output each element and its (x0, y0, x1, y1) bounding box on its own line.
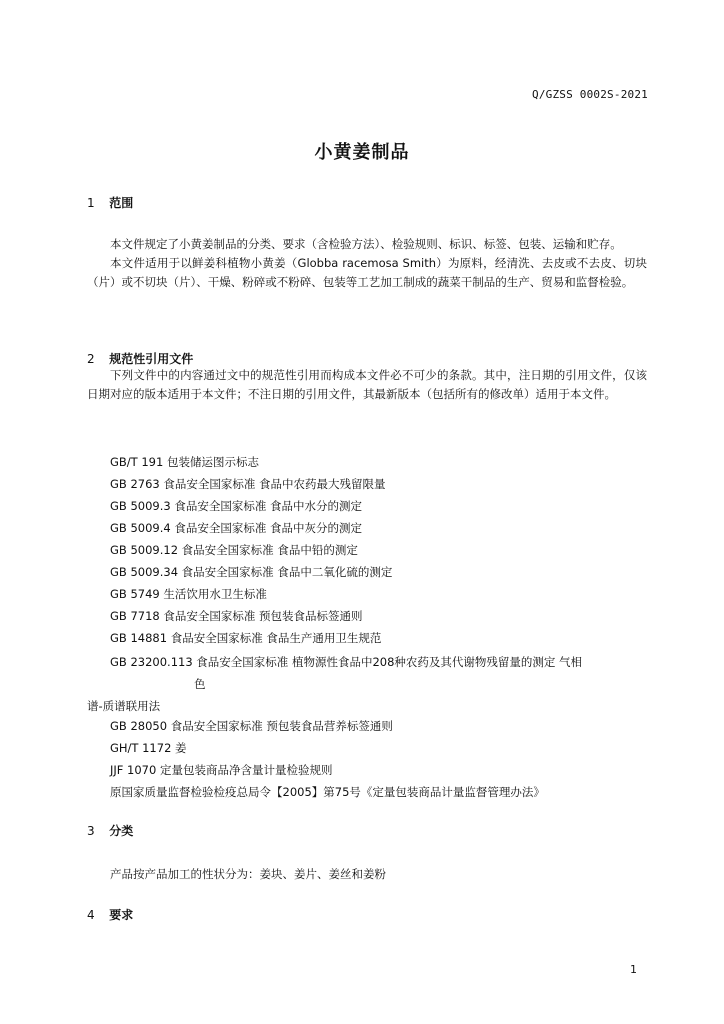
section-1-body (87, 235, 647, 292)
paragraph: 本文件适用于以鲜姜科植物小黄姜（Globba racemosa Smith）为原料，经清洗、去皮或不去皮、切块（片）或不切块（片）、干燥、粉碎或不粉碎、包装等工艺加工制成的蔬菜干制品的生产、贸易和监督检验。 (87, 256, 647, 289)
reference-item: GB 23200.113 食品安全国家标准 植物源性食品中208种农药及其代谢物残留量的测定 气相 (110, 655, 583, 669)
reference-item: GB/T 191 包装储运图示标志 (110, 455, 259, 469)
reference-item-continuation: 谱-质谱联用法 (87, 699, 161, 713)
reference-item: GB 5009.34 食品安全国家标准 食品中二氧化硫的测定 (110, 565, 393, 579)
section-title: 要求 (109, 908, 134, 922)
section-number: 1 (87, 196, 95, 210)
reference-item: GB 28050 食品安全国家标准 预包装食品营养标签通则 (110, 719, 393, 733)
section-3-heading (87, 822, 133, 839)
section-title: 规范性引用文件 (109, 352, 194, 366)
reference-item: GB 5009.4 食品安全国家标准 食品中灰分的测定 (110, 521, 363, 535)
section-3-body (87, 865, 647, 884)
reference-item: GH/T 1172 姜 (110, 741, 187, 755)
reference-item: 原国家质量监督检验检疫总局令【2005】第75号《定量包装商品计量监督管理办法》 (110, 785, 545, 799)
section-number: 2 (87, 352, 95, 366)
document-title: 小黄姜制品 (314, 142, 410, 163)
section-number: 3 (87, 824, 95, 838)
section-title: 分类 (109, 824, 134, 838)
standard-code: Q/GZSS 0002S-2021 (532, 88, 648, 101)
section-2-heading (87, 350, 193, 367)
paragraph: 本文件规定了小黄姜制品的分类、要求（含检验方法）、检验规则、标识、标签、包装、运输和贮存。 (110, 237, 622, 251)
section-number: 4 (87, 908, 95, 922)
reference-item: GB 5009.12 食品安全国家标准 食品中铅的测定 (110, 543, 358, 557)
reference-item: GB 14881 食品安全国家标准 食品生产通用卫生规范 (110, 631, 382, 645)
reference-item-continuation: 色 (194, 677, 206, 691)
paragraph: 产品按产品加工的性状分为：姜块、姜片、姜丝和姜粉 (110, 867, 386, 881)
section-4-heading (87, 906, 133, 923)
paragraph: 下列文件中的内容通过文中的规范性引用而构成本文件必不可少的条款。其中，注日期的引用文件，仅该日期对应的版本适用于本文件；不注日期的引用文件，其最新版本（包括所有的修改单）适用于本文件。 (87, 368, 647, 401)
reference-item: JJF 1070 定量包装商品净含量计量检验规则 (110, 763, 333, 777)
page-number: 1 (630, 963, 637, 976)
reference-item: GB 7718 食品安全国家标准 预包装食品标签通则 (110, 609, 363, 623)
reference-item: GB 5749 生活饮用水卫生标准 (110, 587, 267, 601)
section-title: 范围 (109, 196, 134, 210)
section-1-heading (87, 194, 133, 211)
section-2-intro (87, 366, 647, 404)
reference-item: GB 2763 食品安全国家标准 食品中农药最大残留限量 (110, 477, 386, 491)
reference-item: GB 5009.3 食品安全国家标准 食品中水分的测定 (110, 499, 363, 513)
